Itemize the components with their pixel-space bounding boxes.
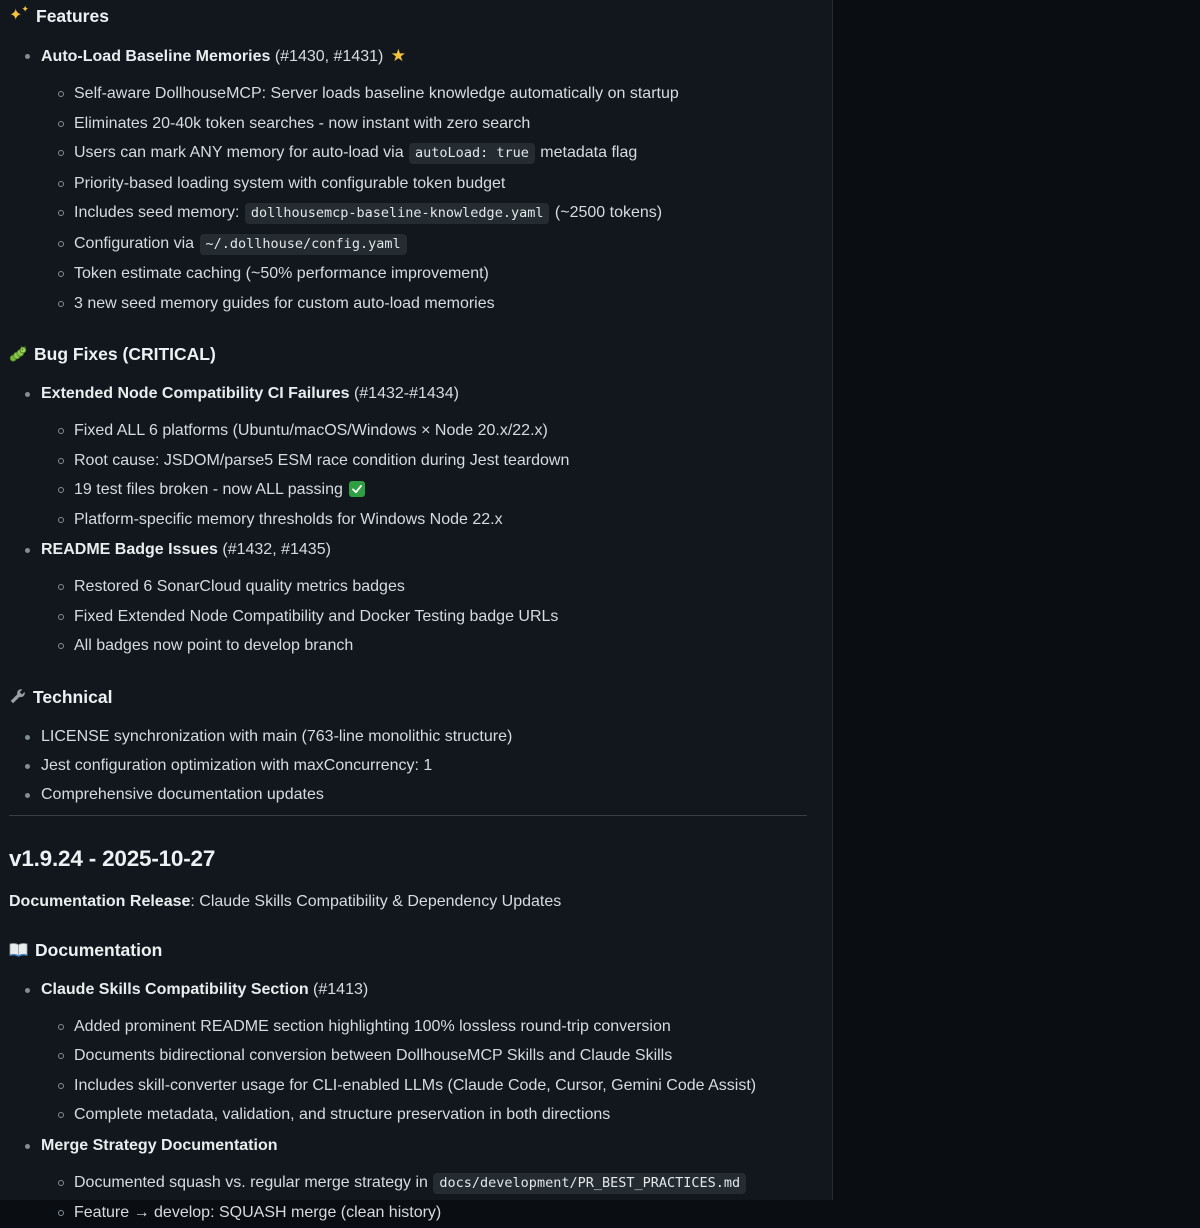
section-heading-features: [9, 4, 807, 28]
list-item: [58, 631, 807, 661]
sparkles-icon: [9, 4, 29, 24]
section-heading-documentation: [9, 938, 807, 962]
list-item: [58, 229, 807, 260]
list-item: [58, 1198, 807, 1228]
sub-text: Includes seed memory:: [74, 204, 244, 221]
list-item: [25, 725, 807, 749]
item-title: [41, 1137, 277, 1154]
sub-text: All badges now point to develop branch: [74, 637, 354, 654]
section-heading-label: Technical: [33, 686, 113, 707]
item-meta: (#1432, #1435): [217, 541, 331, 558]
list-item: [58, 505, 807, 535]
item-title-text: Merge Strategy Documentation: [41, 1136, 278, 1154]
documentation-list: [9, 978, 807, 1228]
sub-text: Root cause: JSDOM/parse5 ESM race condition during Jest teardown: [74, 451, 570, 469]
features-list: [9, 44, 807, 318]
list-item: [58, 416, 807, 446]
item-text: Comprehensive documentation updates: [41, 785, 324, 803]
release-heading: v1.9.24 - 2025-10-27: [9, 845, 216, 871]
sub-text: Fixed Extended Node Compatibility and Docker Testing badge URLs: [74, 607, 559, 625]
item-meta: (#1430, #1431): [270, 48, 388, 65]
open-book-icon: [9, 942, 28, 958]
sub-text: Eliminates 20-40k token searches - now instant with zero search: [74, 114, 531, 132]
section-heading-label: Features: [36, 6, 109, 26]
item-text: Jest configuration optimization with maxConcurrency: 1: [41, 756, 433, 774]
sub-text: Documents bidirectional conversion between DollhouseMCP Skills and Claude Skills: [74, 1047, 673, 1064]
list-item: [58, 1168, 807, 1199]
list-item: [58, 572, 807, 602]
section-heading-bug-fixes: [9, 342, 807, 366]
sub-text: 3 new seed memory guides for custom auto-load memories: [74, 294, 495, 312]
item-title-text: Claude Skills Compatibility Section: [41, 980, 309, 998]
list-item: [58, 109, 807, 139]
section-divider: [9, 815, 807, 816]
check-mark-icon: [349, 481, 365, 497]
list-item: [25, 382, 807, 534]
bug-icon: [9, 345, 27, 363]
release-summary-text: : Claude Skills Compatibility & Dependency Updates: [190, 892, 562, 910]
technical-list: [9, 725, 807, 807]
sub-text: Self-aware DollhouseMCP: Server loads baseline knowledge automatically on startup: [74, 85, 679, 102]
sub-list: [41, 1168, 807, 1228]
list-item: [58, 475, 807, 505]
section-heading-technical: [9, 685, 807, 709]
list-item: [25, 538, 807, 661]
item-title-text: Extended Node Compatibility CI Failures: [41, 385, 350, 402]
inline-code: ~/.dollhouse/config.yaml: [200, 234, 407, 255]
release-summary-bold: Documentation Release: [9, 892, 191, 910]
list-item: [58, 602, 807, 632]
item-meta: (#1413): [308, 980, 369, 998]
list-item: [58, 1100, 807, 1130]
sub-text: Restored 6 SonarCloud quality metrics badges: [74, 578, 405, 595]
section-heading-label: Bug Fixes (CRITICAL): [34, 344, 216, 364]
bug-fixes-list: [9, 382, 807, 661]
list-item: [58, 79, 807, 109]
item-meta: (#1432-#1434): [349, 385, 459, 402]
list-item: [58, 259, 807, 289]
list-item: [25, 754, 807, 778]
sub-text: Configuration via: [74, 234, 199, 252]
wrench-icon: [9, 688, 26, 705]
item-title-text: Auto-Load Baseline Memories: [41, 48, 271, 65]
list-item: [25, 783, 807, 807]
sub-list: [41, 416, 807, 534]
sub-text: Priority-based loading system with configurable token budget: [74, 174, 506, 192]
sub-list: [41, 572, 807, 661]
sub-text: Token estimate caching (~50% performance improvement): [74, 265, 489, 282]
inline-code: dollhousemcp-baseline-knowledge.yaml: [245, 203, 550, 224]
item-title: [41, 541, 331, 558]
list-item: [25, 44, 807, 318]
item-title-text: README Badge Issues: [41, 541, 218, 558]
sub-text: Users can mark ANY memory for auto-load via: [74, 144, 409, 161]
sub-text: (~2500 tokens): [550, 204, 663, 221]
item-title: [41, 385, 459, 402]
sub-text: Added prominent README section highlighting 100% lossless round-trip conversion: [74, 1017, 671, 1035]
list-item: [58, 138, 807, 169]
sub-text: Fixed ALL 6 platforms (Ubuntu/macOS/Windows × Node 20.x/22.x): [74, 422, 548, 439]
sub-list: [41, 79, 807, 318]
sub-text: Feature → develop: SQUASH merge (clean history): [74, 1204, 442, 1221]
list-item: [58, 446, 807, 476]
release-summary: [9, 890, 807, 914]
sub-text: 19 test files broken - now ALL passing: [74, 481, 348, 498]
item-text: LICENSE synchronization with main (763-line monolithic structure): [41, 727, 513, 745]
list-item: [25, 978, 807, 1130]
inline-code: docs/development/PR_BEST_PRACTICES.md: [433, 1173, 746, 1194]
sparkle-glyph: ✦: [9, 7, 23, 24]
sub-text: Complete metadata, validation, and structure preservation in both directions: [74, 1106, 611, 1123]
list-item: [58, 169, 807, 199]
sub-list: [41, 1012, 807, 1130]
sub-text: Platform-specific memory thresholds for Windows Node 22.x: [74, 510, 503, 528]
list-item: [58, 1012, 807, 1042]
list-item: [58, 1071, 807, 1101]
list-item: [25, 1134, 807, 1228]
sparkle-glyph-small: ✦: [21, 4, 29, 14]
sub-text: metadata flag: [535, 144, 638, 161]
section-heading-label: Documentation: [35, 939, 163, 960]
list-item: [58, 198, 807, 229]
sub-text: Includes skill-converter usage for CLI-enabled LLMs (Claude Code, Cursor, Gemini Code Assist): [74, 1076, 757, 1094]
sub-text: Documented squash vs. regular merge strategy in: [74, 1173, 433, 1191]
list-item: [58, 289, 807, 319]
item-title: [41, 48, 406, 65]
inline-code: autoLoad: true: [409, 143, 535, 164]
item-title: [41, 981, 368, 998]
list-item: [58, 1041, 807, 1071]
glowing-star-icon: ★: [390, 46, 407, 65]
